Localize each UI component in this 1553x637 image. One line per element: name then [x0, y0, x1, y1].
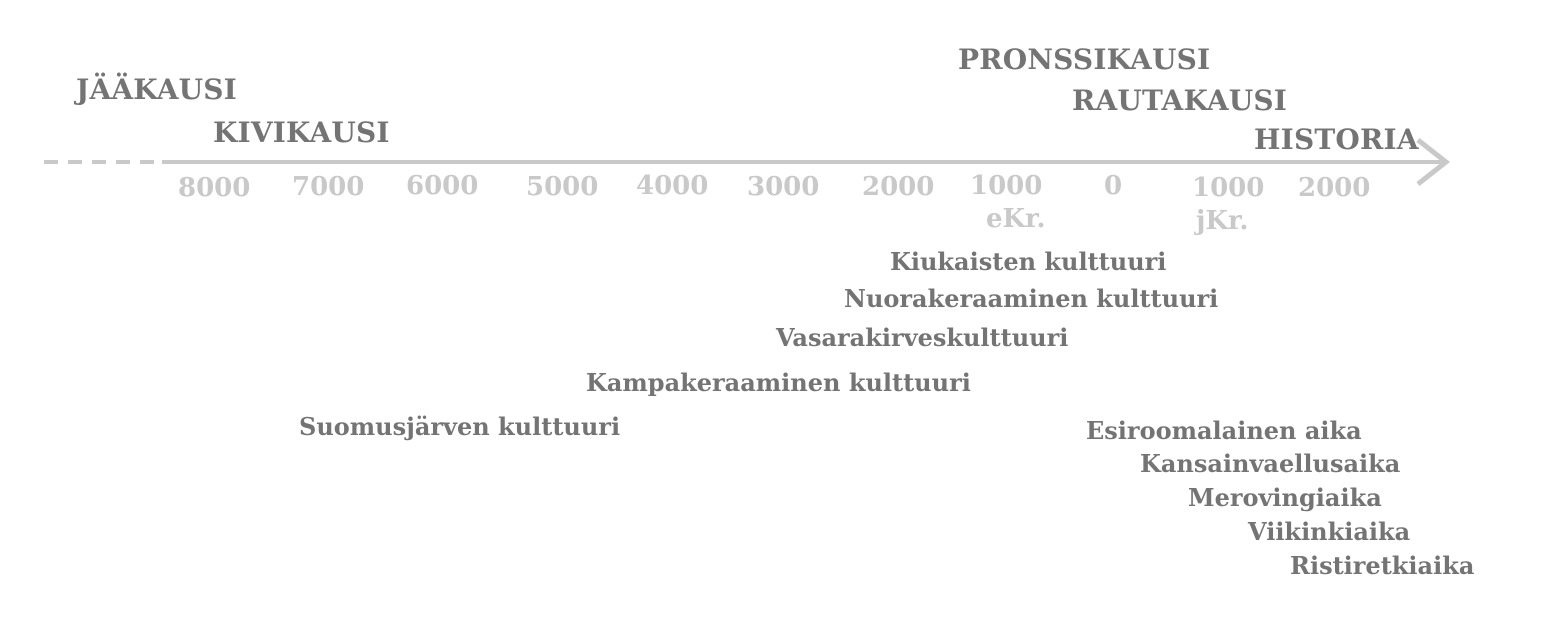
- culture-vasarakirves: Vasarakirveskulttuuri: [776, 323, 1069, 352]
- culture-ristiretki: Ristiretkiaika: [1290, 551, 1475, 580]
- tick-ad-suffix: jKr.: [1196, 206, 1249, 236]
- culture-suomusjarven: Suomusjärven kulttuuri: [299, 412, 621, 441]
- culture-viikinki: Viikinkiaika: [1248, 517, 1411, 546]
- culture-esiroomalainen: Esiroomalainen aika: [1086, 416, 1362, 445]
- culture-kampakeraaminen: Kampakeraaminen kulttuuri: [586, 368, 971, 397]
- tick-2000-bc: 2000: [862, 172, 935, 202]
- era-historia: HISTORIA: [1254, 123, 1419, 156]
- tick-8000: 8000: [178, 173, 251, 203]
- era-rautakausi: RAUTAKAUSI: [1072, 84, 1288, 117]
- tick-0: 0: [1104, 171, 1123, 201]
- tick-7000: 7000: [292, 172, 365, 202]
- culture-nuorakeraaminen: Nuorakeraaminen kulttuuri: [844, 284, 1219, 313]
- era-pronssikausi: PRONSSIKAUSI: [958, 43, 1211, 76]
- era-kivikausi: KIVIKAUSI: [213, 116, 390, 149]
- tick-5000: 5000: [526, 172, 599, 202]
- tick-6000: 6000: [406, 171, 479, 201]
- era-jaakausi: JÄÄKAUSI: [76, 73, 237, 106]
- tick-2000-ad: 2000: [1298, 173, 1371, 203]
- culture-kiukaisten: Kiukaisten kulttuuri: [890, 247, 1167, 276]
- tick-bc-suffix: eKr.: [986, 204, 1046, 234]
- culture-merovingi: Merovingiaika: [1188, 483, 1382, 512]
- tick-1000-bc: 1000: [970, 171, 1043, 201]
- culture-kansainvaellus: Kansainvaellusaika: [1140, 449, 1401, 478]
- tick-3000: 3000: [747, 172, 820, 202]
- tick-4000: 4000: [636, 171, 709, 201]
- tick-1000-ad: 1000: [1192, 173, 1265, 203]
